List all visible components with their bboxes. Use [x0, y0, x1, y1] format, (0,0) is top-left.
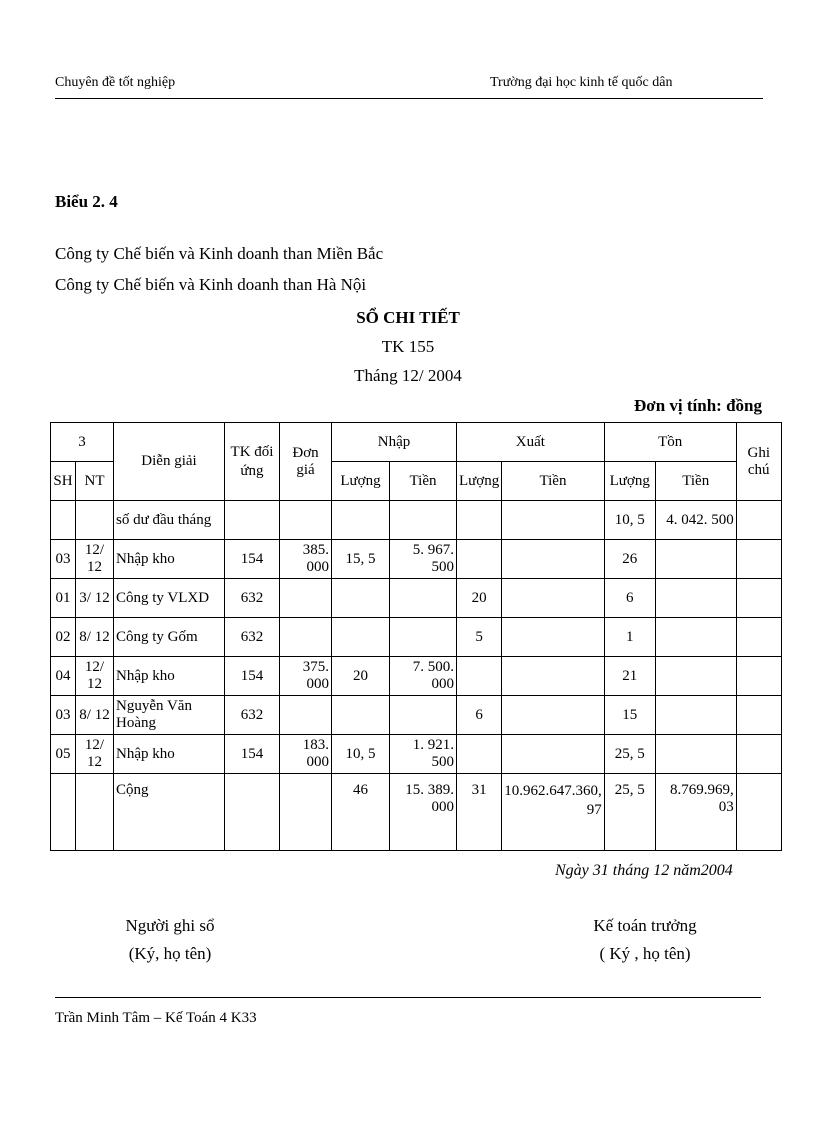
- cell-description: Nhập kho: [114, 735, 225, 774]
- cell-nt: 12/ 12: [76, 540, 114, 579]
- company-line-2: Công ty Chế biến và Kinh doanh than Hà Nội: [55, 275, 367, 294]
- signature-left-title: Người ghi sổ: [125, 916, 215, 935]
- cell-note: [736, 696, 781, 735]
- total-cell-import-qty: 46: [332, 774, 390, 851]
- table-row: [51, 618, 782, 657]
- total-cell-import-amount: 15. 389. 000: [390, 774, 457, 851]
- cell-import-qty: [332, 501, 390, 540]
- col-export-qty-header: Lượng: [457, 462, 502, 501]
- cell-account: 154: [225, 540, 280, 579]
- cell-nt: 3/ 12: [76, 579, 114, 618]
- ledger-period: Tháng 12/ 2004: [354, 366, 462, 385]
- cell-balance-amount: [655, 657, 736, 696]
- header-right: Trường đại học kinh tế quốc dân: [490, 75, 673, 90]
- cell-nt: [76, 501, 114, 540]
- cell-description: số dư đầu tháng: [114, 501, 225, 540]
- cell-sh: 01: [51, 579, 76, 618]
- cell-description: Công ty Gốm: [114, 618, 225, 657]
- cell-balance-amount: [655, 618, 736, 657]
- cell-nt: 12/ 12: [76, 735, 114, 774]
- cell-export-qty: 20: [457, 579, 502, 618]
- col-import-qty-header: Lượng: [332, 462, 390, 501]
- header-rule: [55, 98, 763, 99]
- col-export-amount-header: Tiền: [502, 462, 605, 501]
- cell-balance-amount: [655, 735, 736, 774]
- cell-import-qty: 20: [332, 657, 390, 696]
- col-note-header: Ghi chú: [736, 423, 781, 501]
- signature-right-title: Kế toán trưởng: [593, 916, 697, 935]
- signature-left: [100, 912, 240, 968]
- col-import-header: Nhập: [332, 423, 457, 462]
- cell-export-amount: [502, 618, 605, 657]
- cell-description: Nhập kho: [114, 540, 225, 579]
- footer-rule: [55, 997, 761, 998]
- col-doc-header: 3: [51, 423, 114, 462]
- table-row: [51, 579, 782, 618]
- total-cell-balance-amount: 8.769.969, 03: [655, 774, 736, 851]
- cell-import-amount: [390, 696, 457, 735]
- cell-balance-qty: 26: [604, 540, 655, 579]
- cell-account: [225, 501, 280, 540]
- total-cell-nt: [76, 774, 114, 851]
- table-row: [51, 501, 782, 540]
- cell-note: [736, 618, 781, 657]
- cell-note: [736, 735, 781, 774]
- cell-description: Nhập kho: [114, 657, 225, 696]
- total-cell-balance-qty: 25, 5: [604, 774, 655, 851]
- cell-import-qty: [332, 579, 390, 618]
- cell-description: Nguyễn Văn Hoàng: [114, 696, 225, 735]
- cell-balance-amount: [655, 579, 736, 618]
- cell-balance-qty: 10, 5: [604, 501, 655, 540]
- total-cell-sh: [51, 774, 76, 851]
- cell-export-qty: 5: [457, 618, 502, 657]
- cell-export-amount: [502, 735, 605, 774]
- ledger-account: TK 155: [381, 337, 435, 356]
- total-cell-description: Cộng: [114, 774, 225, 851]
- header-left: Chuyên đề tốt nghiệp: [55, 75, 176, 90]
- col-sh-header: SH: [51, 462, 76, 501]
- cell-import-amount: 5. 967. 500: [390, 540, 457, 579]
- table-row: [51, 657, 782, 696]
- col-import-amount-header: Tiền: [390, 462, 457, 501]
- company-line-1: Công ty Chế biến và Kinh doanh than Miền Bắc: [55, 244, 384, 263]
- table-row: [51, 696, 782, 735]
- cell-import-qty: 15, 5: [332, 540, 390, 579]
- cell-sh: 05: [51, 735, 76, 774]
- cell-note: [736, 501, 781, 540]
- total-cell-note: [736, 774, 781, 851]
- cell-import-qty: [332, 696, 390, 735]
- cell-nt: 8/ 12: [76, 618, 114, 657]
- cell-account: 632: [225, 618, 280, 657]
- cell-import-amount: 1. 921. 500: [390, 735, 457, 774]
- cell-price: [280, 501, 332, 540]
- cell-export-amount: [502, 501, 605, 540]
- cell-import-amount: [390, 501, 457, 540]
- total-cell-price: [280, 774, 332, 851]
- cell-balance-amount: 4. 042. 500: [655, 501, 736, 540]
- col-description-header: Diễn giải: [114, 423, 225, 501]
- cell-nt: 12/ 12: [76, 657, 114, 696]
- total-cell-export-qty: 31: [457, 774, 502, 851]
- cell-note: [736, 540, 781, 579]
- total-cell-export-amount: 10.962.647.360, 97: [502, 774, 605, 851]
- cell-export-qty: 6: [457, 696, 502, 735]
- cell-price: [280, 696, 332, 735]
- cell-price: [280, 618, 332, 657]
- cell-account: 154: [225, 657, 280, 696]
- cell-import-amount: [390, 618, 457, 657]
- cell-note: [736, 579, 781, 618]
- cell-sh: 03: [51, 696, 76, 735]
- cell-export-amount: [502, 696, 605, 735]
- unit-label: Đơn vị tính: đồng: [634, 396, 762, 415]
- cell-import-amount: 7. 500. 000: [390, 657, 457, 696]
- cell-description: Công ty VLXD: [114, 579, 225, 618]
- cell-sh: 02: [51, 618, 76, 657]
- cell-export-qty: [457, 540, 502, 579]
- cell-export-qty: [457, 735, 502, 774]
- table-row: [51, 540, 782, 579]
- cell-price: 183. 000: [280, 735, 332, 774]
- cell-price: 375. 000: [280, 657, 332, 696]
- cell-balance-qty: 1: [604, 618, 655, 657]
- cell-export-amount: [502, 540, 605, 579]
- cell-import-qty: 10, 5: [332, 735, 390, 774]
- cell-price: [280, 579, 332, 618]
- col-price-header: Đơn giá: [280, 423, 332, 501]
- cell-note: [736, 657, 781, 696]
- cell-account: 632: [225, 696, 280, 735]
- col-nt-header: NT: [76, 462, 114, 501]
- table-row: [51, 735, 782, 774]
- col-balance-header: Tồn: [604, 423, 736, 462]
- signature-left-sub: (Ký, họ tên): [128, 944, 212, 963]
- cell-export-amount: [502, 579, 605, 618]
- cell-balance-qty: 15: [604, 696, 655, 735]
- cell-sh: 04: [51, 657, 76, 696]
- cell-balance-amount: [655, 540, 736, 579]
- cell-balance-amount: [655, 696, 736, 735]
- cell-export-amount: [502, 657, 605, 696]
- cell-export-qty: [457, 657, 502, 696]
- ledger-title: SỔ CHI TIẾT: [356, 308, 460, 327]
- signature-right-sub: ( Ký , họ tên): [599, 944, 691, 963]
- date-line: Ngày 31 tháng 12 năm2004: [555, 862, 733, 879]
- signature-right: [575, 912, 715, 968]
- col-balance-qty-header: Lượng: [604, 462, 655, 501]
- cell-balance-qty: 25, 5: [604, 735, 655, 774]
- col-export-header: Xuất: [457, 423, 605, 462]
- footer-author: Trần Minh Tâm – Kế Toán 4 K33: [55, 1010, 257, 1026]
- cell-balance-qty: 21: [604, 657, 655, 696]
- total-row: [51, 774, 782, 851]
- cell-import-amount: [390, 579, 457, 618]
- cell-export-qty: [457, 501, 502, 540]
- col-balance-amount-header: Tiền: [655, 462, 736, 501]
- cell-import-qty: [332, 618, 390, 657]
- total-cell-account: [225, 774, 280, 851]
- ledger-table: [50, 422, 782, 851]
- cell-account: 632: [225, 579, 280, 618]
- cell-nt: 8/ 12: [76, 696, 114, 735]
- cell-sh: [51, 501, 76, 540]
- cell-account: 154: [225, 735, 280, 774]
- col-account-header: TK đối ứng: [225, 423, 280, 501]
- cell-sh: 03: [51, 540, 76, 579]
- cell-balance-qty: 6: [604, 579, 655, 618]
- form-code: Biểu 2. 4: [55, 192, 118, 211]
- cell-price: 385. 000: [280, 540, 332, 579]
